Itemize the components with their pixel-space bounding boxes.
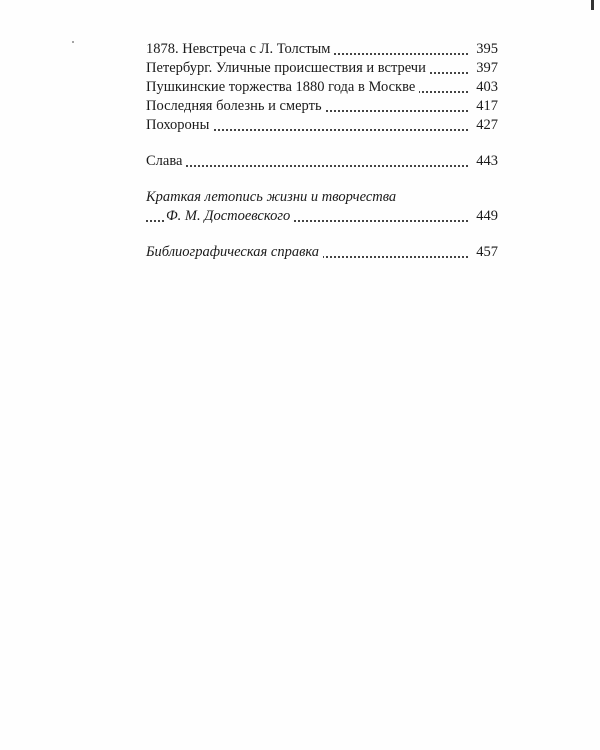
toc-entry [146,97,498,116]
toc-entry-title: Последняя болезнь и смерть [146,97,326,116]
toc-entry [146,59,498,78]
table-of-contents [146,40,498,262]
toc-entry-page: 403 [470,78,498,97]
toc-entry [146,207,498,226]
toc-entry-page: 417 [470,97,498,116]
toc-entry-page: 397 [470,59,498,78]
scan-speck [72,41,74,43]
toc-entry-title: Краткая летопись жизни и творчества [146,189,397,205]
leader-dots [146,165,468,167]
toc-entry-title: Слава [146,152,186,171]
toc-entry-title: 1878. Невстреча с Л. Толстым [146,40,334,59]
toc-entry-title-continued: Ф. М. Достоевского [166,207,294,226]
toc-entry [146,152,498,171]
toc-entry-title: Петербург. Уличные происшествия и встречи [146,59,430,78]
toc-entry-title: Библиографическая справка [146,243,323,262]
toc-entry-page: 449 [470,207,498,226]
toc-entry-page: 457 [470,243,498,262]
toc-entry [146,116,498,135]
toc-entry [146,78,498,97]
toc-entry-title: Похороны [146,116,213,135]
toc-entry-page: 395 [470,40,498,59]
toc-entry-title: Пушкинские торжества 1880 года в Москве [146,78,419,97]
toc-entry-page: 427 [470,116,498,135]
toc-entry-page: 443 [470,152,498,171]
scan-mark [591,0,594,10]
toc-entry [146,243,498,262]
toc-entry-heading [146,188,498,207]
toc-entry [146,40,498,59]
